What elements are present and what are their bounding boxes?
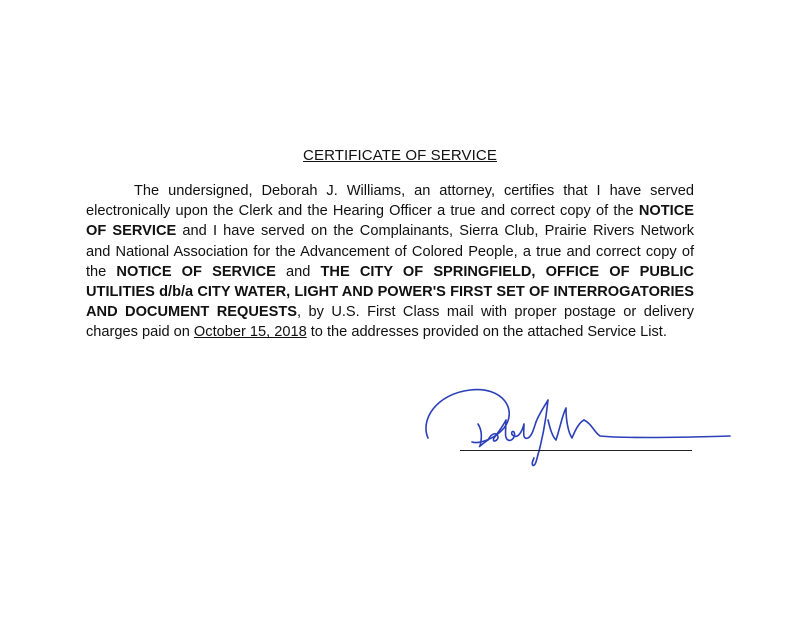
interrogatories-title: THE CITY OF SPRINGFIELD, OFFICE OF PUBLIC UTILITIES d/b/a CITY WATER, LIGHT AND POWER'S FIRST SET OF INTERROGATORIES AND DOCUMENT REQUESTS <box>86 263 694 321</box>
signature-stroke-middle <box>488 420 536 441</box>
body-text-3: and <box>275 263 321 280</box>
notice-of-service-2: NOTICE OF SERVICE <box>116 263 276 280</box>
signature-stroke-w <box>548 408 584 440</box>
body-text-1: The undersigned, Deborah J. Williams, an attorney, certifies that I have served electronically upon the Clerk and the Hearing Officer a true and correct copy of the <box>86 183 694 220</box>
service-date: October 15, 2018 <box>193 324 307 341</box>
body-text-5: to the addresses provided on the attached Service List. <box>306 324 667 341</box>
notice-of-service-1: NOTICE OF SERVICE <box>86 203 694 240</box>
handwritten-signature <box>418 380 738 480</box>
signature-stroke-d <box>478 424 488 447</box>
signature-line <box>460 450 692 451</box>
signature-stroke-j <box>532 400 548 465</box>
body-text-4: , by U.S. First Class mail with proper postage or delivery charges paid on <box>86 304 694 341</box>
signature-stroke-tail <box>584 420 730 438</box>
body-text-2: and I have served on the Complainants, Sierra Club, Prairie Rivers Network and National Association for the Advancement of Colored People, a true and correct copy of the <box>86 223 694 280</box>
certificate-body <box>86 181 694 343</box>
certificate-title: CERTIFICATE OF SERVICE <box>303 147 497 164</box>
